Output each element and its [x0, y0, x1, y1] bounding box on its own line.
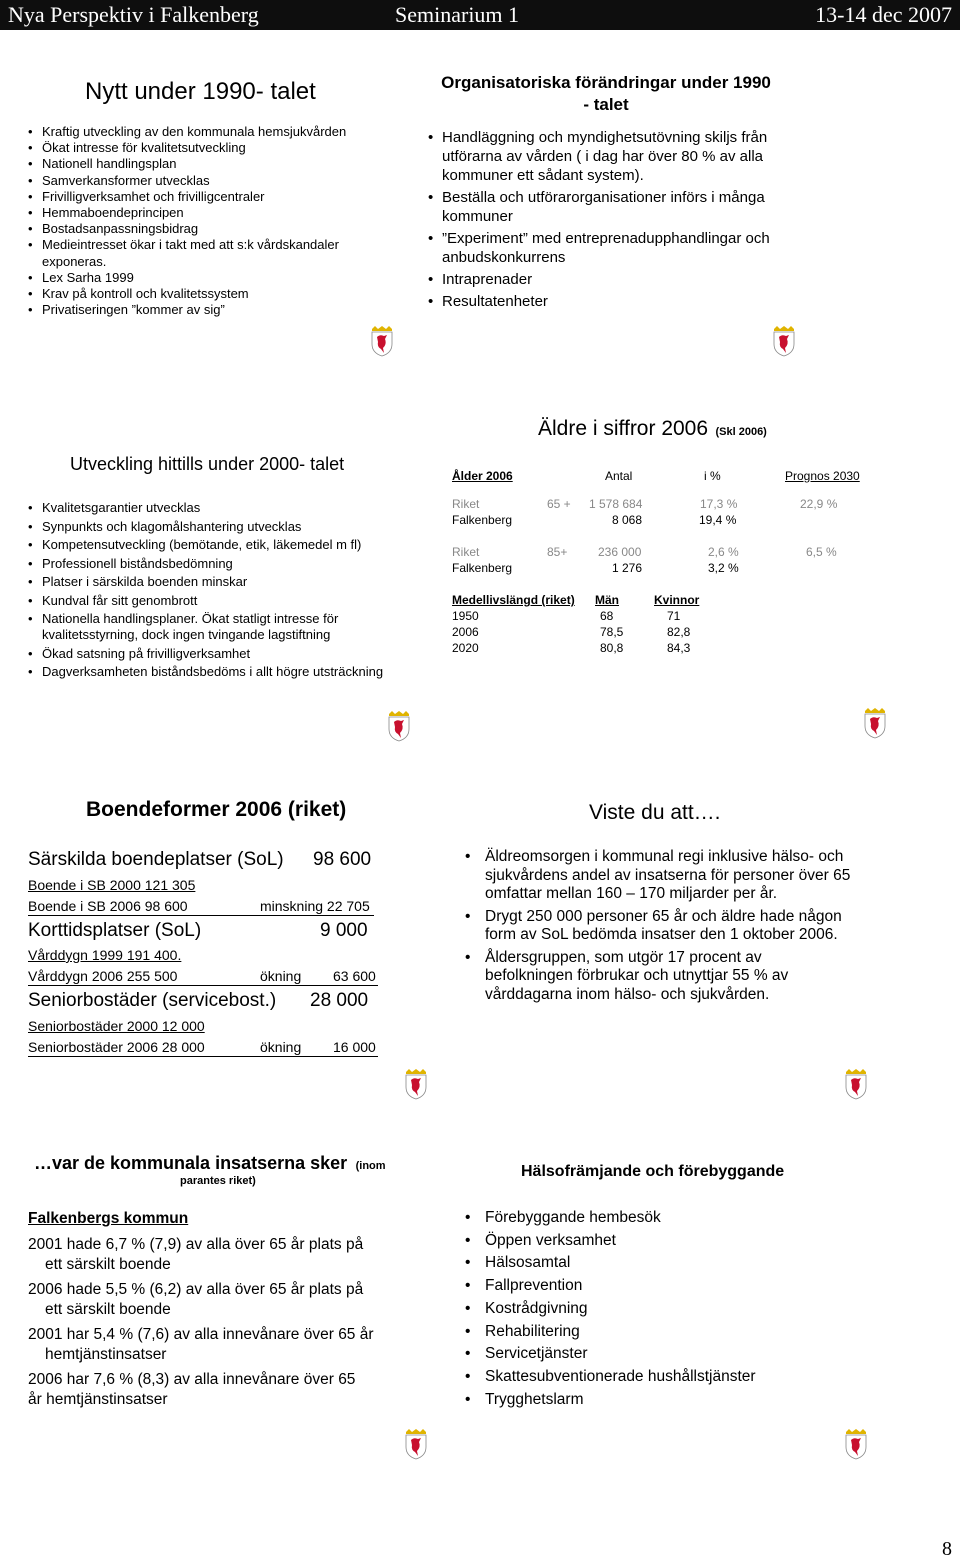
table-cell: 1 276	[612, 561, 643, 575]
s1-list	[28, 124, 368, 318]
crest-icon	[843, 1428, 869, 1460]
table-cell: 2020	[452, 641, 479, 655]
list-item: • Handläggning och myndighetsutövning skiljs från utförarna av vården ( i dag har över 80 % av alla kommuner ett sådant system).	[428, 128, 798, 185]
list-item: • Intraprenader	[428, 270, 798, 289]
s5-g1-line2-a: Boende i SB 2006 98 600	[28, 898, 188, 914]
table-cell: 1 578 684	[589, 497, 643, 511]
s5-title: Boendeformer 2006 (riket)	[86, 798, 347, 821]
s8-list	[465, 1207, 845, 1411]
list-item: • Rehabilitering	[465, 1321, 845, 1344]
table-cell: 22,9 %	[800, 497, 838, 511]
table-cell: Falkenberg	[452, 561, 513, 575]
s7-para-line: hemtjänstinsatser	[45, 1346, 167, 1363]
s7-title-small2: parantes riket)	[180, 1175, 256, 1187]
list-item: • Förebyggande hembesök	[465, 1207, 845, 1230]
table-cell: 17,3 %	[700, 497, 738, 511]
list-item: • Äldreomsorgen i kommunal regi inklusive hälso- och sjukvårdens andel av insatserna för personer över 65 omfattar mellan 160 – 170 miljarder per år.	[465, 848, 853, 904]
table-cell: 2006	[452, 625, 479, 639]
s6-list	[465, 848, 853, 1004]
table-cell: 1950	[452, 609, 479, 623]
table-cell: 85+	[547, 545, 568, 559]
s7-paragraphs	[28, 1235, 374, 1410]
s7-title-main: …var de kommunala insatserna sker	[34, 1153, 348, 1173]
list-item: • Ökat intresse för kvalitetsutveckling	[28, 140, 368, 156]
s7-para	[28, 1235, 374, 1275]
life-head-man: Män	[595, 593, 619, 607]
page-number: 8	[942, 1538, 952, 1560]
s4-head-antal: Antal	[605, 469, 633, 483]
list-item: • Bostadsanpassningsbidrag	[28, 221, 368, 237]
s7-subtitle: Falkenbergs kommun	[28, 1210, 189, 1227]
s5-g2-line2-a: Vårddygn 2006 255 500	[28, 968, 178, 984]
crest-icon	[369, 325, 395, 357]
header-right: 13-14 dec 2007	[815, 2, 952, 27]
s1-title: Nytt under 1990- talet	[85, 78, 316, 105]
s2-title	[418, 72, 794, 116]
s5-g1-value: 98 600	[313, 849, 372, 870]
table-cell: Riket	[452, 497, 480, 511]
s4-head-age: Ålder 2006	[452, 469, 513, 483]
table-cell: 71	[667, 609, 681, 623]
list-item: • Kundval får sitt genombrott	[28, 593, 398, 609]
s5-g2-line1: Vårddygn 1999 191 400.	[28, 947, 182, 963]
table-cell: 65 +	[547, 497, 571, 511]
list-item: • Resultatenheter	[428, 292, 798, 311]
s5-g3-value: 28 000	[310, 990, 369, 1011]
s7-para-line: ett särskilt boende	[45, 1301, 171, 1318]
s7-para-line: 2001 hade 6,7 % (7,9) av alla över 65 år plats på	[28, 1236, 364, 1253]
list-item: • Drygt 250 000 personer 65 år och äldre hade någon form av SoL bedömda insatser den 1 oktober 2006.	[465, 908, 853, 945]
list-item: • Synpunkts och klagomålshantering utvecklas	[28, 519, 398, 535]
crest-icon	[843, 1068, 869, 1100]
table-cell: 19,4 %	[699, 513, 737, 527]
table-cell: 80,8	[600, 641, 624, 655]
header-left: Nya Perspektiv i Falkenberg	[8, 2, 259, 27]
s5-g2-line2-b: ökning	[260, 968, 302, 984]
s7-para-line: 2006 har 7,6 % (8,3) av alla innevånare över 65	[28, 1371, 356, 1388]
list-item: • Platser i särskilda boenden minskar	[28, 574, 398, 590]
crest-icon	[403, 1068, 429, 1100]
table-cell: 68	[600, 609, 614, 623]
crest-icon	[403, 1428, 429, 1460]
list-item: • Medieintresset ökar i takt med att s:k vårdskandaler exponeras.	[28, 237, 368, 269]
s7-para-line: ett särskilt boende	[45, 1256, 171, 1273]
s6-title: Viste du att….	[589, 801, 721, 824]
s5-g3-label: Seniorbostäder (servicebost.)	[28, 990, 277, 1011]
s5-g2-line2-c: 63 600	[333, 968, 376, 984]
list-item: • Kostrådgivning	[465, 1298, 845, 1321]
list-item: • Kvalitetsgarantier utvecklas	[28, 500, 398, 516]
list-item: • Fallprevention	[465, 1275, 845, 1298]
s7-para	[28, 1280, 374, 1320]
s5-g3-line1: Seniorbostäder 2000 12 000	[28, 1018, 205, 1034]
s5-g3-line2-b: ökning	[260, 1039, 302, 1055]
header-center: Seminarium 1	[395, 2, 520, 27]
table-cell: Falkenberg	[452, 513, 513, 527]
list-item: • Åldersgruppen, som utgör 17 procent av befolkningen förbrukar och utnyttjar 55 % av vårddagarna inom hälso- och sjukvården.	[465, 949, 853, 1005]
s7-para-line: 2001 har 5,4 % (7,6) av alla innevånare över 65 år	[28, 1326, 374, 1343]
list-item: • Dagverksamheten biståndsbedöms i allt högre utsträckning	[28, 664, 398, 680]
list-item: • Servicetjänster	[465, 1343, 845, 1366]
s8-title: Hälsofrämjande och förebyggande	[521, 1163, 785, 1180]
list-item: • Trygghetslarm	[465, 1389, 845, 1412]
list-item: • ”Experiment” med entreprenadupphandlingar och anbudskonkurrens	[428, 229, 798, 267]
s2-list	[428, 128, 798, 311]
s7-para-line: 2006 hade 5,5 % (6,2) av alla över 65 år plats på	[28, 1281, 364, 1298]
s5-g1-label: Särskilda boendeplatser (SoL)	[28, 849, 284, 870]
s5-g2-value: 9 000	[320, 920, 368, 941]
list-item: • Beställa och utförarorganisationer införs i många kommuner	[428, 188, 798, 226]
s5-g3-line2-a: Seniorbostäder 2006 28 000	[28, 1039, 205, 1055]
table-cell: 8 068	[612, 513, 643, 527]
s4-head-pct: i %	[704, 469, 721, 483]
list-item: • Kompetensutveckling (bemötande, etik, läkemedel m fl)	[28, 537, 398, 553]
s5-g1-line1: Boende i SB 2000 121 305	[28, 877, 196, 893]
s2-title-line1: Organisatoriska förändringar under 1990	[441, 73, 771, 92]
s7-para	[28, 1370, 374, 1410]
list-item: • Krav på kontroll och kvalitetssystem	[28, 286, 368, 302]
list-item: • Nationell handlingsplan	[28, 156, 368, 172]
table-cell: 3,2 %	[708, 561, 739, 575]
table-cell: 84,3	[667, 641, 691, 655]
s7-para	[28, 1325, 374, 1365]
list-item: • Professionell biståndsbedömning	[28, 556, 398, 572]
s3-title: Utveckling hittills under 2000- talet	[70, 454, 345, 474]
s7-para-line: år hemtjänstinsatser	[28, 1391, 168, 1408]
table-cell: 82,8	[667, 625, 691, 639]
crest-icon	[862, 707, 888, 739]
s7-title-small1: (inom	[355, 1160, 386, 1172]
list-item: • Nationella handlingsplaner. Ökat statligt intresse för kvalitetsstyrning, dock ingen tvingande lagstiftning	[28, 611, 398, 643]
s5-g3-line2	[28, 1039, 378, 1057]
list-item: • Lex Sarha 1999	[28, 270, 368, 286]
table-cell: 2,6 %	[708, 545, 739, 559]
table-cell: 236 000	[598, 545, 642, 559]
list-item: • Kraftig utveckling av den kommunala hemsjukvården	[28, 124, 368, 140]
life-head-kvinnor: Kvinnor	[654, 593, 700, 607]
s5-g3-line2-c: 16 000	[333, 1039, 376, 1055]
list-item: • Hälsosamtal	[465, 1252, 845, 1275]
s5-g1-line2-b: minskning 22 705	[260, 898, 370, 914]
s3-list	[28, 500, 398, 680]
s7-title	[34, 1153, 386, 1174]
s5-g2-label: Korttidsplatser (SoL)	[28, 920, 202, 941]
s5-g2-line2	[28, 968, 378, 986]
s4-head-prognos: Prognos 2030	[785, 469, 860, 483]
s2-title-line2: - talet	[583, 95, 629, 114]
list-item: • Privatiseringen ”kommer av sig”	[28, 302, 368, 318]
list-item: • Skattesubventionerade hushållstjänster	[465, 1366, 845, 1389]
s4-title	[538, 417, 767, 441]
table-cell: 6,5 %	[806, 545, 837, 559]
crest-icon	[386, 710, 412, 742]
table-cell: Riket	[452, 545, 480, 559]
table-cell: 78,5	[600, 625, 624, 639]
list-item: • Hemmaboendeprincipen	[28, 205, 368, 221]
life-head-label: Medellivslängd (riket)	[452, 593, 575, 607]
list-item: • Samverkansformer utvecklas	[28, 173, 368, 189]
s5-g1-line2	[28, 898, 374, 916]
list-item: • Ökad satsning på frivilligverksamhet	[28, 646, 398, 662]
page-header	[0, 0, 960, 30]
s4-title-main: Äldre i siffror 2006	[538, 417, 709, 440]
list-item: • Öppen verksamhet	[465, 1230, 845, 1253]
s4-title-source: (Skl 2006)	[715, 426, 767, 438]
list-item: • Frivilligverksamhet och frivilligcentraler	[28, 189, 368, 205]
crest-icon	[771, 325, 797, 357]
